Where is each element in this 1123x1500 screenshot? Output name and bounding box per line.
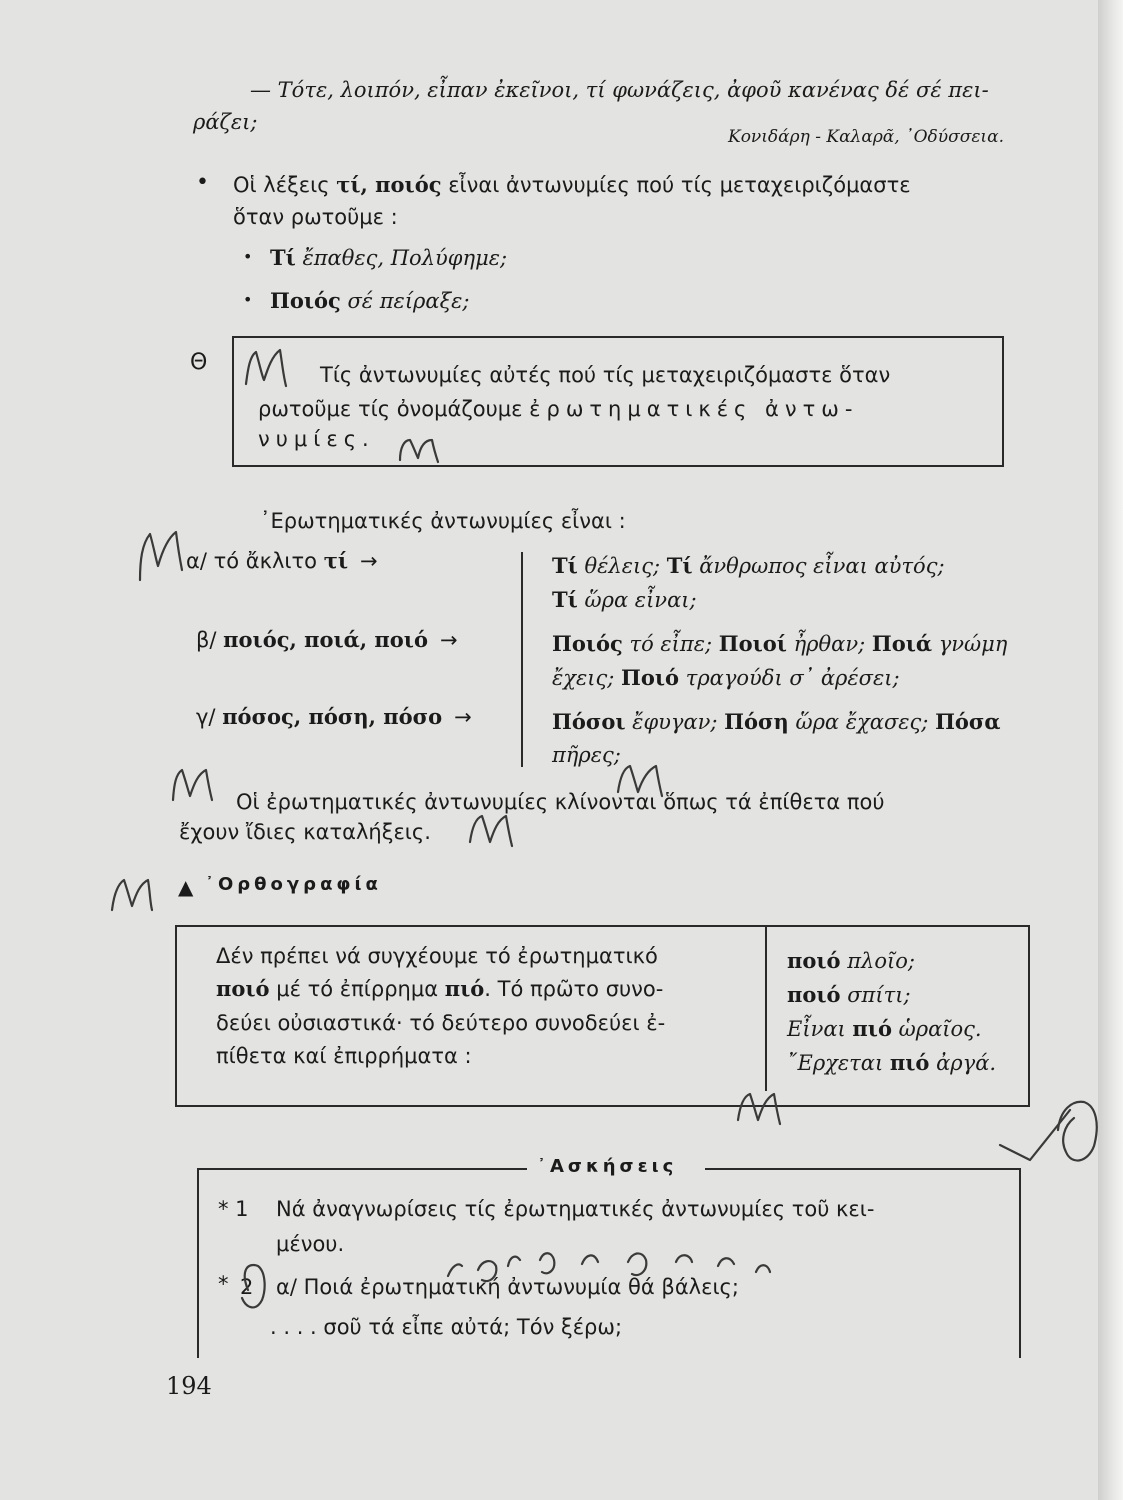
ortho-bold-2: πιό (444, 976, 485, 1001)
pronoun-row-b (196, 627, 458, 652)
intro-line-1 (233, 172, 911, 197)
pex-seg: πῆρες; (552, 743, 621, 767)
pex-line (552, 705, 1007, 739)
ortho-examples (787, 944, 996, 1080)
pronoun-c-bold: πόσος, πόση, πόσο (222, 704, 443, 729)
pex-seg: Ποιοί (718, 631, 787, 656)
ortho-ex-seg: ῎Ερχεται (787, 1051, 890, 1075)
pex-seg: ἔφυγαν; (625, 710, 725, 734)
pronoun-a-label: α/ τό ἄκλιτο (186, 549, 324, 573)
ortho-bold-1: ποιό (216, 976, 270, 1001)
ortho-ex-seg: Εἶναι (787, 1017, 853, 1041)
quote-line-1: — Τότε, λοιπόν, εἶπαν ἐκεῖνοι, τί φωνάζεις, ἀφοῦ κανένας δέ σέ πει- (250, 78, 989, 102)
pronoun-b-bold: ποιός, ποιά, ποιό (223, 627, 428, 652)
pex-seg: Ποιός (552, 631, 623, 656)
ex2-star: * (218, 1272, 229, 1296)
ortho-line-4: πίθετα καί ἐπιρρήματα : (216, 1044, 472, 1068)
intro-line-2: ὅταν ρωτοῦμε : (233, 205, 398, 229)
example-2 (270, 288, 470, 313)
ortho-line-1: Δέν πρέπει νά συγχέουμε τό ἐρωτηματικό (216, 944, 658, 968)
ex1-number: * 1 (218, 1197, 249, 1221)
pex-seg: ὥρα ἔχασες; (788, 710, 936, 734)
ortho-ex-seg: ποιό (787, 982, 841, 1007)
bullet-dot: • (196, 170, 209, 195)
example-1-bold: Τί (270, 245, 296, 270)
page-edge-shadow (1098, 0, 1123, 1500)
rule-line-2 (258, 397, 858, 421)
column-divider (521, 552, 523, 767)
pex-seg: Τί (666, 553, 693, 578)
pronoun-examples-c (552, 705, 1007, 772)
page-number: 194 (166, 1372, 212, 1400)
pex-seg: γνώμη (932, 632, 1008, 656)
ex2-line-2: . . . . σοῦ τά εἶπε αὐτά; Τόν ξέρω; (270, 1315, 623, 1339)
intro-prefix: Οἱ λέξεις (233, 173, 337, 197)
pex-seg: τό εἶπε; (622, 632, 719, 656)
rule-line-2-b: ἐρωτηματικές ἀντω- (529, 397, 859, 421)
example-1-italic: ἔπαθες, Πολύφημε; (295, 246, 508, 270)
declension-line-2: ἔχουν ἴδιες καταλήξεις. (179, 820, 431, 844)
ortho-ex-seg: ὡραῖος. (891, 1017, 982, 1041)
ortho-ex (787, 978, 996, 1012)
pex-seg: Πόση (724, 709, 789, 734)
exercises-title: ᾿Ασκήσεις (537, 1156, 678, 1177)
ortho-ex (787, 1046, 996, 1080)
arrow-icon: → (439, 628, 458, 652)
example-bullet-2: • (243, 290, 253, 309)
ortho-mid: μέ τό ἐπίρρημα (269, 977, 445, 1001)
example-bullet-1: • (243, 247, 253, 266)
pronoun-c-label: γ/ (196, 705, 223, 729)
intro-rest: εἶναι ἀντωνυμίες πού τίς μεταχειριζόμαστε (441, 173, 911, 197)
pex-seg: ἔχεις; (552, 666, 622, 690)
ex1-line-1: Νά ἀναγνωρίσεις τίς ἐρωτηματικές ἀντωνυμίες τοῦ κει- (276, 1197, 875, 1221)
pex-line (552, 739, 1007, 772)
ortho-ex-seg: πιό (852, 1016, 892, 1041)
ortho-ex (787, 944, 996, 978)
triangle-icon: ▲ (178, 875, 194, 899)
pex-seg: θέλεις; (577, 554, 667, 578)
exercises-top-line-right (705, 1168, 1021, 1170)
pex-seg: ἄνθρωπος εἶναι αὐτός; (692, 554, 945, 578)
intro-words: τί, ποιός (336, 172, 442, 197)
ortho-ex-seg: πιό (889, 1050, 930, 1075)
ortho-ex-seg: ἀργά. (929, 1051, 997, 1075)
arrow-icon: → (359, 549, 378, 573)
pex-seg: ἦρθαν; (786, 632, 872, 656)
quote-source: Κονιδάρη - Καλαρᾶ, ᾿Οδύσσεια. (728, 127, 1004, 147)
rule-line-3: νυμίες. (258, 427, 375, 451)
ortho-ex-seg: πλοῖο; (840, 949, 915, 973)
ortho-ex-seg: σπίτι; (840, 983, 911, 1007)
pex-line (552, 661, 1007, 695)
rule-line-2-a: ρωτοῦμε τίς ὀνομάζουμε (258, 397, 530, 421)
pex-line (552, 583, 1007, 617)
pex-seg: Πόσα (935, 709, 1001, 734)
theta-marker: Θ (190, 350, 208, 375)
pex-seg: Ποιό (621, 665, 680, 690)
pex-line (552, 627, 1007, 661)
pex-seg: Πόσοι (552, 709, 626, 734)
pronoun-row-a (186, 548, 378, 573)
ortho-end: . Τό πρῶτο συνο- (484, 977, 664, 1001)
declension-line-1: Οἱ ἐρωτηματικές ἀντωνυμίες κλίνονται ὅπως τά ἐπίθετα πού (236, 790, 885, 814)
ortho-ex (787, 1012, 996, 1046)
arrow-icon: → (454, 705, 472, 729)
example-2-italic: σέ πείραξε; (340, 289, 470, 313)
ortho-line-2 (216, 976, 663, 1001)
pex-seg: ὥρα εἶναι; (577, 588, 697, 612)
quote-line-2: ράζει; (193, 110, 258, 134)
ex2-number: 2 (240, 1275, 254, 1299)
pex-seg: Ποιά (871, 631, 933, 656)
pronoun-examples (552, 549, 1007, 772)
exercises-top-line-left (197, 1168, 527, 1170)
example-2-bold: Ποιός (270, 288, 341, 313)
pex-seg: Τί (552, 553, 578, 578)
example-1 (270, 245, 507, 270)
pronoun-examples-b (552, 627, 1007, 705)
pronoun-b-label: β/ (196, 628, 224, 652)
pronoun-examples-a (552, 549, 1007, 627)
ex2-line-1: α/ Ποιά ἐρωτηματική ἀντωνυμία θά βάλεις; (276, 1275, 739, 1299)
list-heading: ᾿Ερωτηματικές ἀντωνυμίες εἶναι : (260, 509, 626, 533)
pex-seg: Τί (552, 587, 578, 612)
rule-line-1: Τίς ἀντωνυμίες αὐτές πού τίς μεταχειριζόμαστε ὅταν (320, 363, 891, 387)
ortho-line-3: δεύει οὐσιαστικά· τό δεύτερο συνοδεύει ἐ- (216, 1011, 666, 1035)
pex-line (552, 549, 1007, 583)
ortho-ex-seg: ποιό (787, 948, 841, 973)
ex1-line-2: μένου. (276, 1232, 345, 1256)
pronoun-a-bold: τί (323, 548, 348, 573)
orthography-divider (765, 925, 767, 1091)
pronoun-row-c (196, 704, 472, 729)
pex-seg: τραγούδι σ᾿ ἀρέσει; (679, 666, 900, 690)
orthography-title: ᾿Ορθογραφία (205, 874, 382, 895)
